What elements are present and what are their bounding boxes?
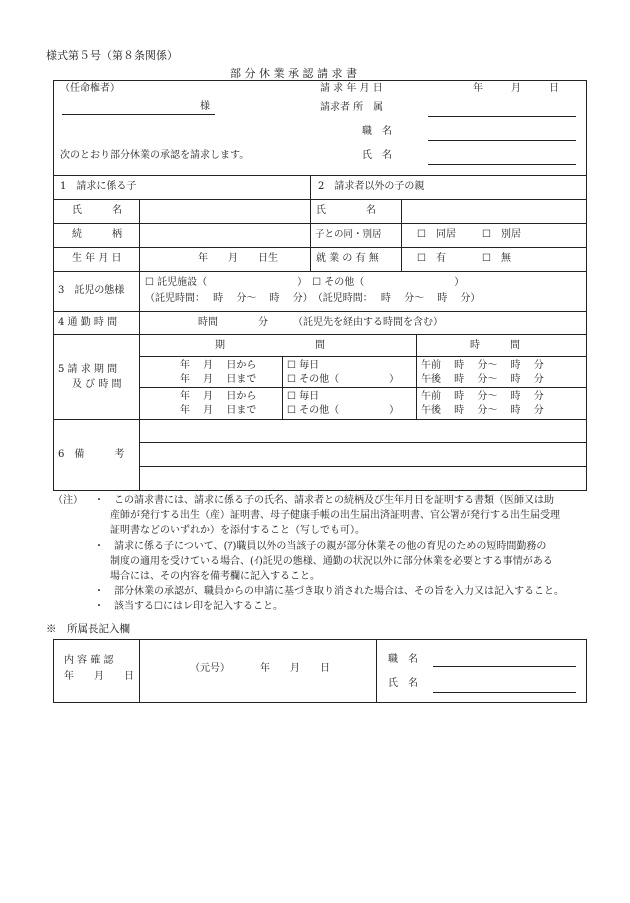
content-confirm-label: 内 容 確 認 [64, 655, 114, 666]
note-line: ・ この請求書には、請求に係る子の氏名、請求者との続柄及び生年月日を証明する書類（医師又は助 [94, 495, 554, 506]
note-line: 証明書などのいずれか）を添付すること（写しでも可）。 [110, 525, 365, 536]
birthdate-label: 生 年 月 日 [72, 253, 122, 264]
employment-label: 就 業 の 有 無 [316, 253, 379, 264]
other-checkbox[interactable]: ☐ その他（ ） [287, 405, 400, 416]
note-line: 制度の適用を受けている場合、(ｲ)託児の態様、通勤の状況以外に部分休業を必要とする事情がある [110, 556, 553, 567]
affiliation-field[interactable] [428, 116, 576, 117]
birthdate-value: 年 月 日生 [198, 253, 278, 264]
cohab-together-checkbox[interactable]: ☐ 同居 [417, 229, 456, 240]
date-day: 日 [549, 83, 559, 94]
name-field[interactable] [428, 164, 576, 165]
section2-title: 2 請求者以外の子の親 [318, 181, 425, 192]
chief-name-label: 氏 名 [388, 678, 418, 689]
section1-title: 1 請求に係る子 [60, 181, 137, 192]
notes-label: （注） [53, 495, 83, 506]
chief-section-heading: ※ 所属長記入欄 [46, 623, 130, 635]
employment-no-checkbox[interactable]: ☐ 無 [482, 253, 511, 264]
chief-position-label: 職 名 [388, 654, 418, 665]
period-header: 期 間 [215, 340, 325, 351]
employment-yes-checkbox[interactable]: ☐ 有 [417, 253, 446, 264]
chief-name-field[interactable] [433, 692, 576, 693]
name-label: 氏 名 [362, 150, 392, 161]
other-checkbox[interactable]: ☐ その他（ ） [287, 374, 400, 385]
note-line: ・ 部分休業の承認が、職員からの申請に基づき取り消された場合は、その旨を入力又は記入すること。 [94, 586, 564, 597]
note-line: 場合には、その内容を備考欄に記入すること。 [110, 571, 320, 582]
daily-checkbox[interactable]: ☐ 毎日 [287, 391, 320, 402]
date-month: 月 [511, 83, 521, 94]
am-time: 午前 時 分～ 時 分 [421, 360, 544, 371]
cohab-separate-checkbox[interactable]: ☐ 別居 [482, 229, 521, 240]
page-title: 部 分 休 業 承 認 請 求 書 [230, 67, 357, 80]
period-until: 年 月 日まで [180, 405, 257, 416]
section3-title: 3 託児の態様 [58, 285, 125, 296]
confirm-ymd-label: 年 月 日 [64, 671, 134, 682]
position-field[interactable] [428, 140, 576, 141]
form-number: 様式第５号（第８条関係） [46, 49, 178, 62]
requester-affiliation-label: 請求者 所 属 [320, 102, 384, 113]
commute-time-value: 時間 分 （託児先を経由する時間を含む） [198, 317, 443, 328]
note-line: 産師が発行する出生（産）証明書、母子健康手帳の出生届出済証明書、官公署が発行する出生届受理 [110, 510, 560, 521]
section4-title: 4 通 勤 時 間 [58, 317, 118, 328]
era-label: （元号） [190, 663, 230, 674]
note-line: ・ 該当する☐にはレ印を記入すること。 [94, 601, 283, 612]
position-label: 職 名 [362, 126, 392, 137]
section6-title: 6 備 考 [58, 449, 125, 460]
time-header: 時 間 [470, 340, 520, 351]
childcare-hours: （託児時間： 時 分～ 時 分） （託児時間： 時 分～ 時 分） [145, 293, 481, 304]
section5-subtitle: 及 び 時 間 [72, 379, 122, 390]
request-statement: 次のとおり部分休業の承認を請求します。 [60, 150, 250, 161]
sama-label: 様 [200, 101, 210, 112]
period-until: 年 月 日まで [180, 374, 257, 385]
parent-name-label: 氏 名 [316, 205, 376, 216]
child-name-label: 氏 名 [72, 205, 122, 216]
cohabitation-label: 子との同・別居 [315, 229, 382, 240]
confirm-date: 年 月 日 [260, 663, 330, 674]
am-time: 午前 時 分～ 時 分 [421, 391, 544, 402]
note-line: ・ 請求に係る子について、(ｱ)職員以外の当該子の親が部分休業その他の育児のための短時間勤務の [94, 541, 547, 552]
pm-time: 午後 時 分～ 時 分 [421, 405, 544, 416]
appointer-line [62, 114, 215, 115]
period-from: 年 月 日から [180, 391, 257, 402]
relation-label: 続 柄 [72, 229, 122, 240]
chief-position-field[interactable] [433, 666, 576, 667]
period-from: 年 月 日から [180, 360, 257, 371]
childcare-type-options[interactable]: ☐ 託児施設（ ） ☐ その他（ ） [145, 277, 465, 288]
daily-checkbox[interactable]: ☐ 毎日 [287, 360, 320, 371]
request-date-label: 請 求 年 月 日 [320, 83, 383, 94]
date-year: 年 [473, 83, 483, 94]
section5-title: 5 請 求 期 間 [58, 364, 118, 375]
pm-time: 午後 時 分～ 時 分 [421, 374, 544, 385]
appointer-label: （任命権者） [60, 83, 120, 94]
